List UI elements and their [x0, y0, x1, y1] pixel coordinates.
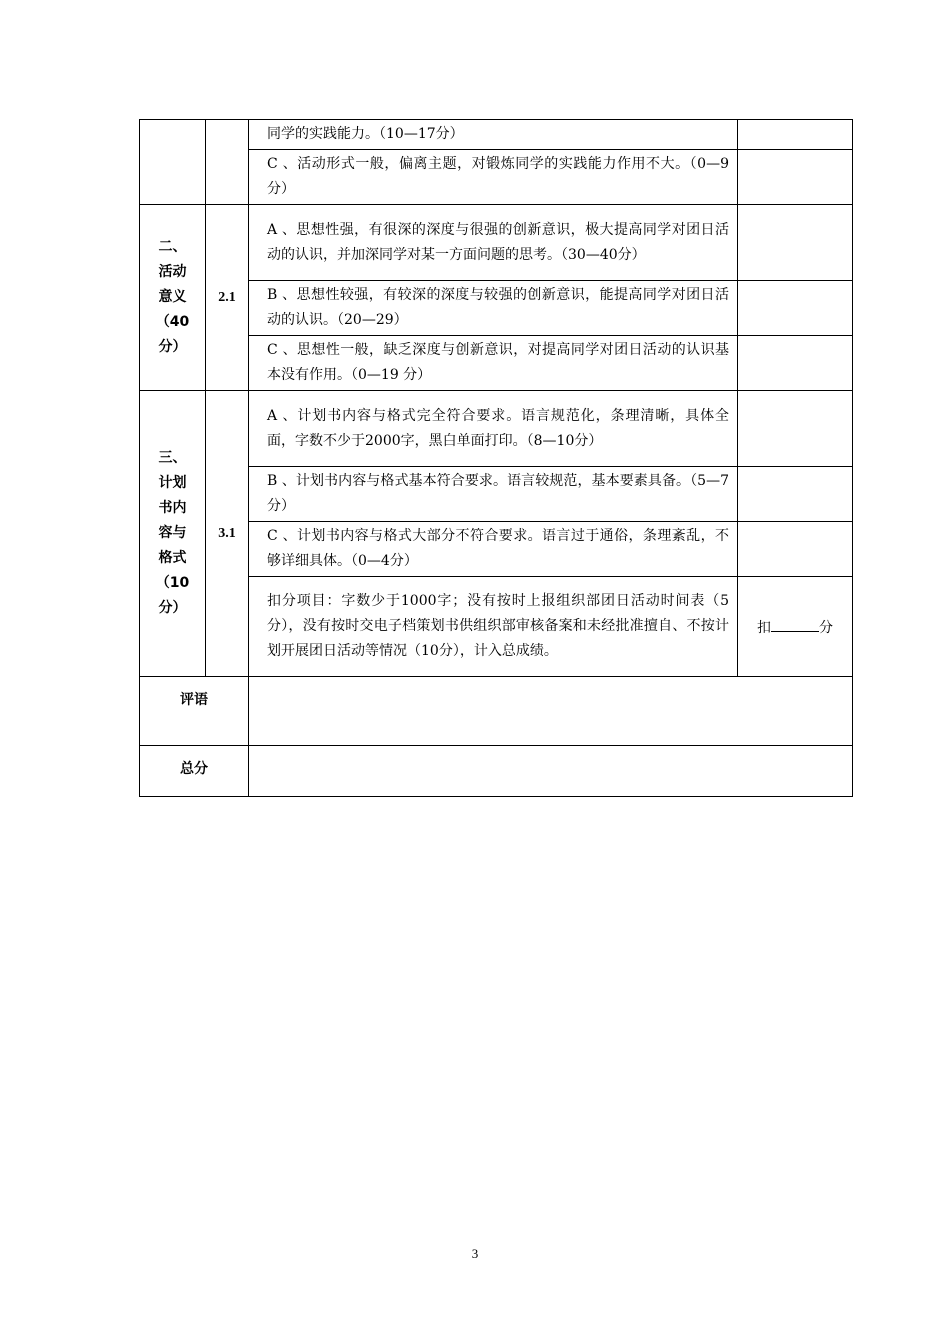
category-label-line: 格式 [158, 550, 187, 566]
table-row [140, 746, 853, 797]
category-cell-activity-significance [140, 205, 206, 391]
criterion-cell: 同学的实践能力。（10—17分） [249, 120, 738, 150]
comment-label: 评语 [140, 677, 249, 746]
criterion-cell: B 、思想性较强，有较深的深度与较强的创新意识，能提高同学对团日活动的认识。（20—29） [249, 281, 738, 336]
category-label-line: 活动 [158, 264, 187, 280]
score-cell [738, 467, 853, 522]
table-row [140, 391, 853, 467]
category-label-line: （10 [155, 575, 190, 591]
category-cell-plan-format [140, 391, 206, 677]
category-label-line: 三、 [158, 450, 187, 466]
criterion-cell: C 、计划书内容与格式大部分不符合要求。语言过于通俗，条理紊乱，不够详细具体。（0—4分） [249, 522, 738, 577]
criterion-cell: C 、思想性一般，缺乏深度与创新意识，对提高同学对团日活动的认识基本没有作用。（0—19 分） [249, 336, 738, 391]
total-label: 总分 [140, 746, 249, 797]
category-label-line: 计划 [158, 475, 187, 491]
deduction-suffix: 分 [819, 619, 833, 636]
category-label-line: 分） [158, 600, 187, 616]
category-label-line: 意义 [158, 289, 187, 305]
page-number: 3 [471, 1246, 479, 1261]
score-cell [738, 205, 853, 281]
deduction-blank[interactable] [771, 617, 819, 632]
item-code: 2.1 [206, 205, 249, 391]
score-cell [738, 336, 853, 391]
table-row [140, 205, 853, 281]
category-label-line: 书内 [158, 500, 187, 516]
scoring-table [139, 119, 853, 797]
score-cell [738, 150, 853, 205]
item-code: 3.1 [206, 391, 249, 677]
score-cell [738, 391, 853, 467]
score-cell [738, 281, 853, 336]
criterion-cell: A 、思想性强，有很深的深度与很强的创新意识，极大提高同学对团日活动的认识，并加深同学对某一方面问题的思考。（30—40分） [249, 205, 738, 281]
criterion-cell-deduction: 扣分项目：字数少于1000字；没有按时上报组织部团日活动时间表（5 分），没有按时交电子档策划书供组织部审核备案和未经批准擅自、不按计划开展团日活动等情况（10分），计入总成绩。 [249, 577, 738, 677]
criterion-cell: C 、活动形式一般，偏离主题，对锻炼同学的实践能力作用不大。（0—9分） [249, 150, 738, 205]
deduction-cell [738, 577, 853, 677]
comment-field[interactable] [249, 677, 853, 746]
category-cell-continued [140, 120, 206, 205]
criterion-cell: B 、计划书内容与格式基本符合要求。语言较规范，基本要素具备。（5—7分） [249, 467, 738, 522]
code-cell-continued [206, 120, 249, 205]
category-label-line: 分） [158, 339, 187, 355]
deduction-prefix: 扣 [757, 619, 771, 636]
category-label-line: 二、 [158, 239, 187, 255]
score-cell [738, 120, 853, 150]
score-cell [738, 522, 853, 577]
category-label-line: （40 [155, 314, 190, 330]
total-field[interactable] [249, 746, 853, 797]
table-row [140, 120, 853, 150]
criterion-cell: A 、计划书内容与格式完全符合要求。语言规范化，条理清晰，具体全面，字数不少于2000字，黑白单面打印。（8—10分） [249, 391, 738, 467]
table-row [140, 677, 853, 746]
category-label-line: 容与 [158, 525, 187, 541]
